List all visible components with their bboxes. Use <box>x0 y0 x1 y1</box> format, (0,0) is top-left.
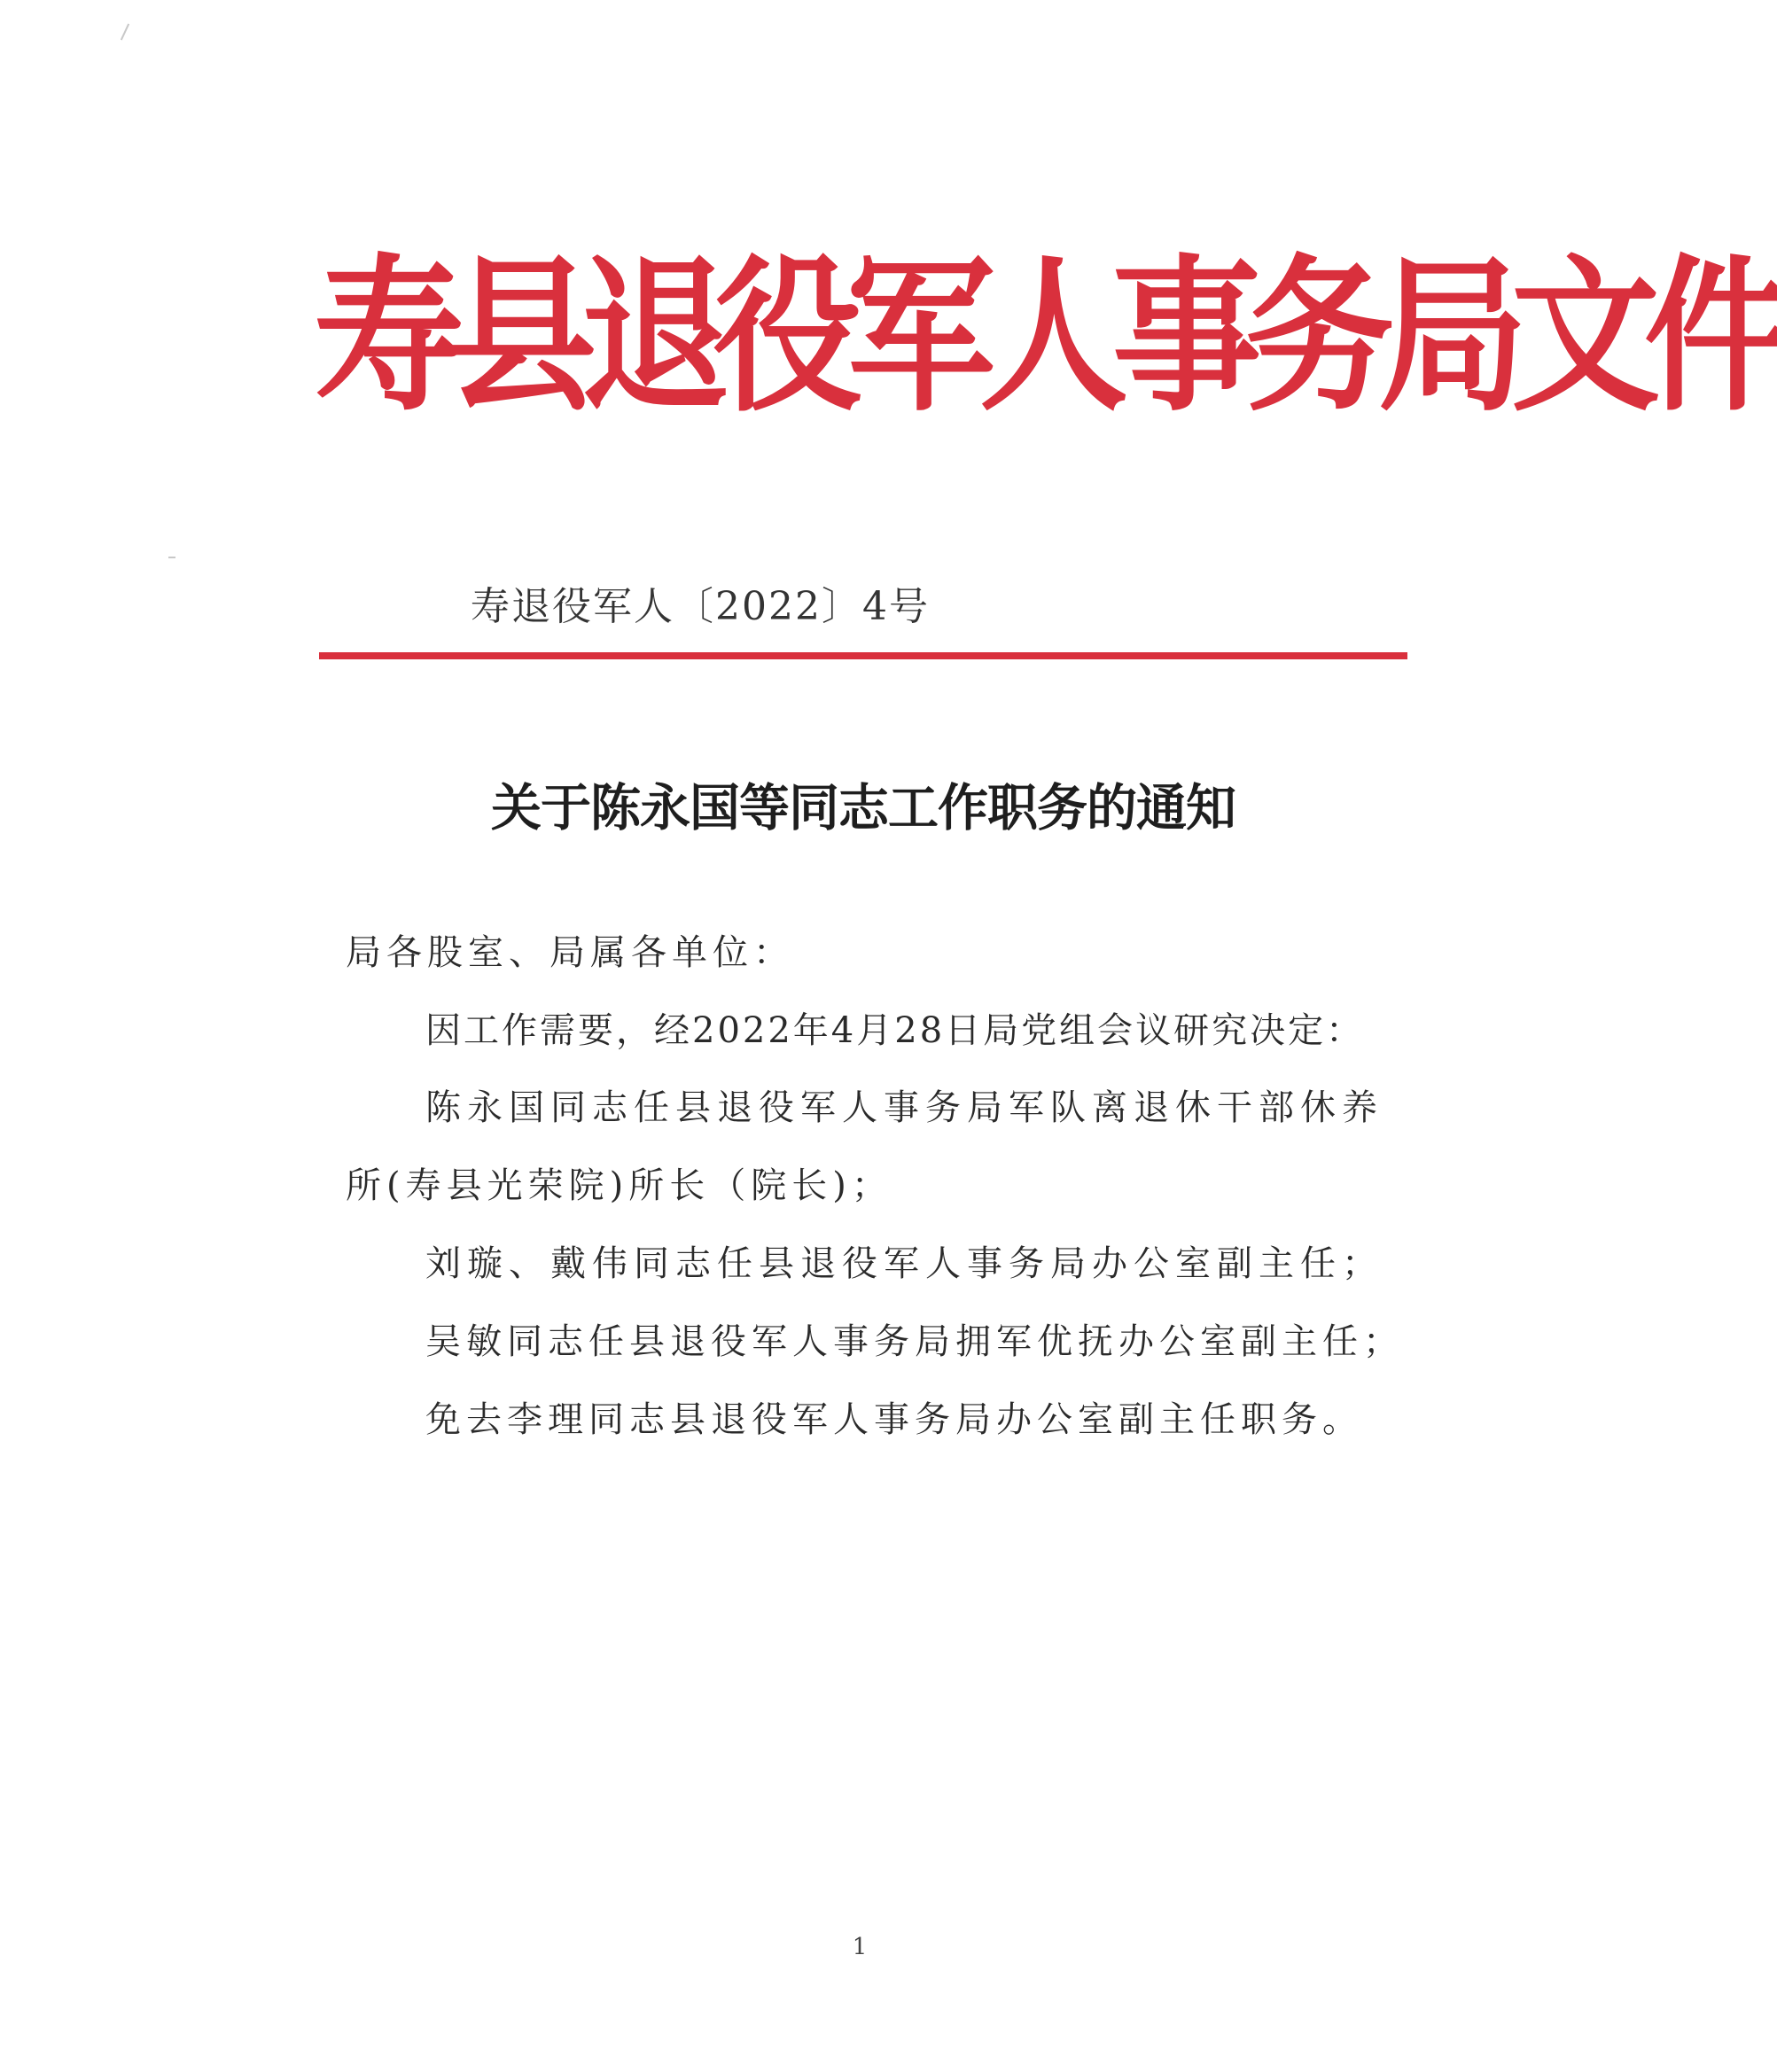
body-paragraph-appointment-3: 吴敏同志任县退役军人事务局拥军优抚办公室副主任； <box>425 1321 1404 1362</box>
body-paragraph-appointment-1-line-1: 陈永国同志任县退役军人事务局军队离退休干部休养 <box>425 1087 1383 1128</box>
red-divider-line <box>319 652 1407 659</box>
body-paragraph-dismissal: 免去李理同志县退役军人事务局办公室副主任职务。 <box>425 1399 1363 1440</box>
document-number: 寿退役军人〔2022〕4号 <box>471 584 930 629</box>
body-paragraph-decision: 因工作需要，经2022年4月28日局党组会议研究决定： <box>425 1010 1365 1051</box>
scan-speck <box>121 24 129 41</box>
body-paragraph-appointment-2: 刘璇、戴伟同志任县退役军人事务局办公室副主任； <box>425 1243 1383 1284</box>
notice-title: 关于陈永国等同志工作职务的通知 <box>491 778 1235 837</box>
salutation: 局各股室、局属各单位： <box>346 932 794 973</box>
masthead-title: 寿县退役军人事务局文件 <box>315 239 1777 434</box>
body-paragraph-appointment-1-line-2: 所(寿县光荣院)所长（院长)； <box>346 1165 892 1206</box>
page-number: 1 <box>852 1934 868 1960</box>
scan-speck <box>168 557 175 558</box>
